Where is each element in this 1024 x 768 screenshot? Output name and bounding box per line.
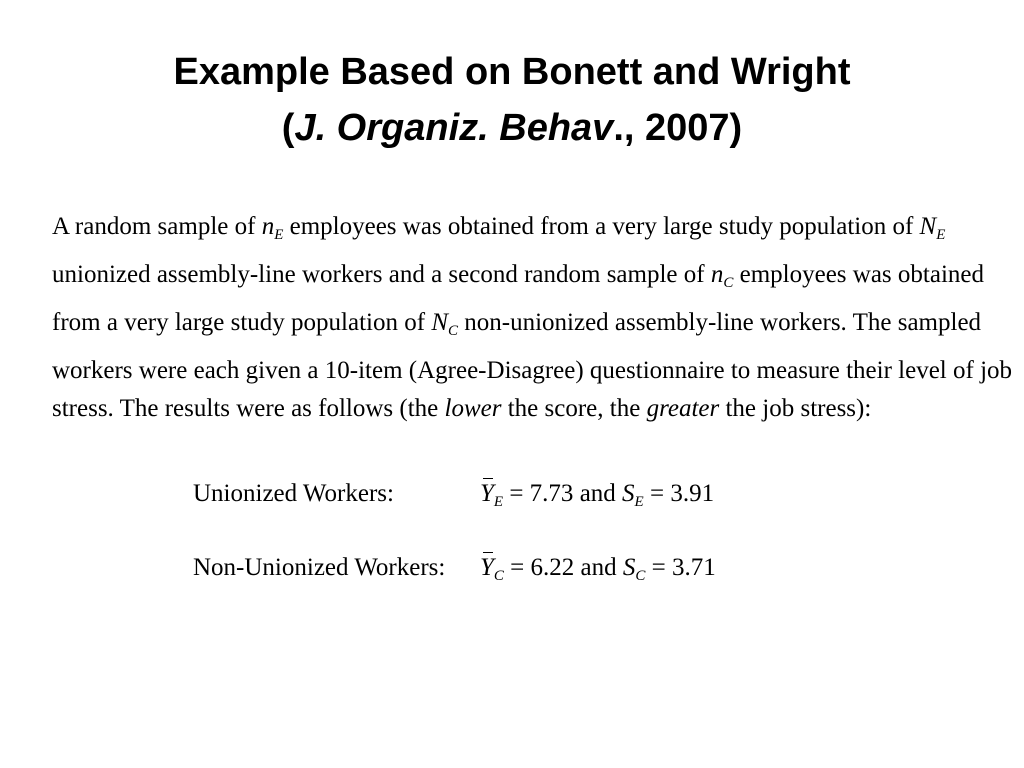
title-year: ., 2007) bbox=[613, 107, 743, 149]
paragraph-text: stress. The results were as follows (the bbox=[52, 395, 445, 422]
and-text: and bbox=[574, 554, 623, 581]
sd-value: = 3.71 bbox=[645, 554, 716, 581]
title-open-paren: ( bbox=[281, 107, 295, 149]
mean-symbol: Y bbox=[480, 554, 494, 581]
paragraph-line-5 bbox=[52, 394, 871, 424]
unionized-label: Unionized Workers: bbox=[193, 480, 394, 507]
mean-symbol: Y bbox=[480, 480, 494, 507]
title-journal: J. Organiz. Behav bbox=[294, 107, 614, 149]
title-line-2 bbox=[0, 100, 1024, 156]
mean-subscript: C bbox=[493, 568, 504, 584]
sd-subscript: E bbox=[634, 494, 644, 510]
sd-symbol: S bbox=[622, 480, 635, 507]
n-e-symbol: $n_E$ bbox=[261, 213, 284, 243]
paragraph-text: the score, the bbox=[501, 395, 647, 422]
paragraph-line-4: workers were each given a 10-item (Agree-Disagree) questionnaire to measure their level of job bbox=[52, 357, 1013, 384]
non-unionized-stats bbox=[480, 554, 716, 582]
paragraph-line-2 bbox=[52, 260, 984, 290]
mean-value: = 7.73 bbox=[503, 480, 574, 507]
paragraph-line-3 bbox=[52, 308, 981, 338]
result-row-non-unionized bbox=[193, 548, 893, 588]
n-c-symbol: $n_C$ bbox=[710, 261, 734, 291]
paragraph-line-1 bbox=[52, 212, 945, 242]
N-e-symbol: $N_E$ bbox=[919, 213, 946, 243]
sd-subscript: C bbox=[635, 568, 646, 584]
paragraph-text: employees was obtained from a very large study population of bbox=[283, 213, 920, 240]
slide-title bbox=[0, 44, 1024, 156]
paragraph-text: the job stress): bbox=[719, 395, 872, 422]
mean-subscript: E bbox=[493, 494, 504, 510]
sd-symbol: S bbox=[622, 554, 636, 581]
emphasis-greater: greater bbox=[646, 395, 720, 422]
N-c-symbol: $N_C$ bbox=[431, 309, 459, 339]
unionized-stats bbox=[480, 480, 714, 508]
mean-value: = 6.22 bbox=[503, 554, 575, 581]
paragraph-text: non-unionized assembly-line workers. The sampled bbox=[458, 309, 982, 336]
non-unionized-label: Non-Unionized Workers: bbox=[193, 554, 446, 581]
sd-value: = 3.91 bbox=[643, 480, 715, 507]
emphasis-lower: lower bbox=[444, 395, 502, 422]
paragraph-text: unionized assembly-line workers and a second random sample of bbox=[52, 261, 711, 288]
paragraph-text: employees was obtained bbox=[733, 261, 984, 288]
title-line-1: Example Based on Bonett and Wright bbox=[173, 51, 851, 93]
and-text: and bbox=[573, 480, 623, 507]
paragraph-text: from a very large study population of bbox=[52, 309, 432, 336]
result-row-unionized bbox=[193, 474, 893, 514]
paragraph-text: A random sample of bbox=[52, 213, 262, 240]
